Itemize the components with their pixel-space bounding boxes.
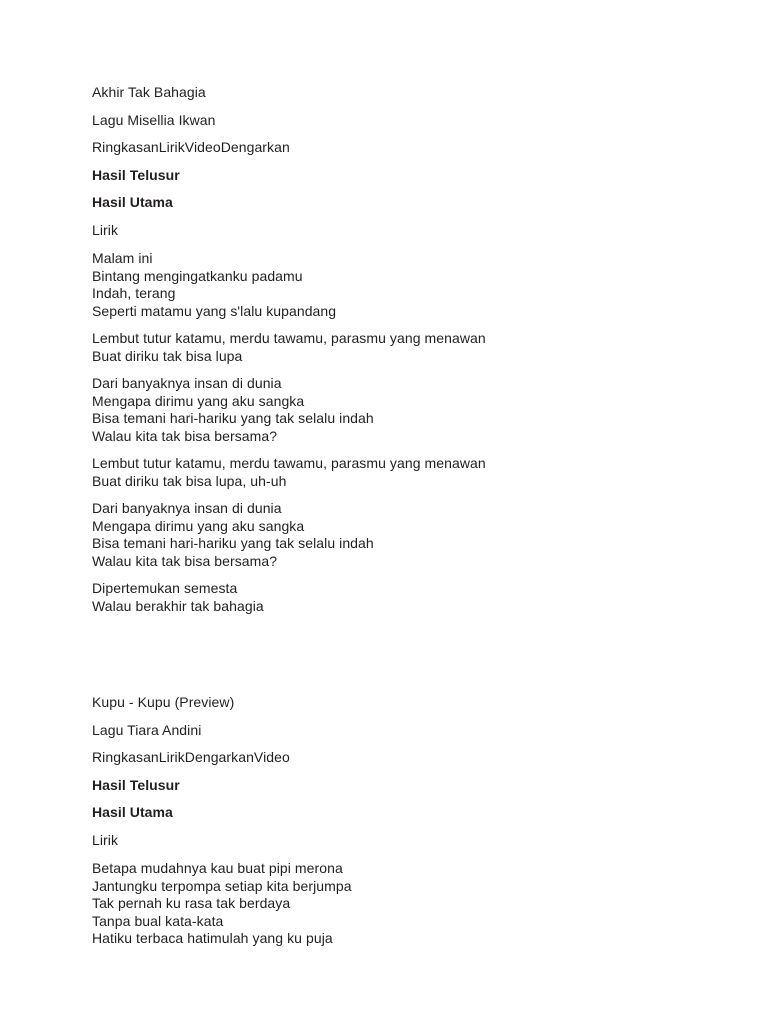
lyric-line: Dipertemukan semesta — [92, 580, 238, 596]
lyric-line: Buat diriku tak bisa lupa, uh-uh — [92, 472, 287, 489]
lyric-line: Walau kita tak bisa bersama? — [92, 552, 278, 569]
lyric-line: Buat diriku tak bisa lupa — [92, 347, 243, 364]
lyric-line: Bisa temani hari-hariku yang tak selalu indah — [92, 535, 374, 551]
main-results-heading: Hasil Utama — [92, 194, 173, 210]
song-entry — [92, 85, 652, 615]
lyric-line: Mengapa dirimu yang aku sangka — [92, 392, 305, 409]
lyric-line: Seperti matamu yang s'lalu kupandang — [92, 302, 337, 319]
lyric-line: Walau kita tak bisa bersama? — [92, 427, 278, 444]
song-separator-space — [92, 615, 768, 695]
lyric-stanza — [92, 455, 652, 490]
lyric-line: Dari banyaknya insan di dunia — [92, 500, 282, 516]
song-nav-strip: RingkasanLirikVideoDengarkan — [92, 139, 290, 155]
lyric-stanza — [92, 375, 652, 445]
lyric-stanza — [92, 860, 652, 948]
lyric-line: Walau berakhir tak bahagia — [92, 597, 264, 614]
lyric-line: Tak pernah ku rasa tak berdaya — [92, 895, 291, 911]
lyrics-body — [92, 860, 652, 948]
lyric-line: Jantungku terpompa setiap kita berjumpa — [92, 877, 352, 894]
lyric-stanza — [92, 330, 652, 365]
lyric-line: Bintang mengingatkanku padamu — [92, 267, 303, 284]
lyric-stanza — [92, 250, 652, 320]
main-results-heading: Hasil Utama — [92, 804, 173, 820]
song-entry — [92, 695, 652, 948]
search-results-heading: Hasil Telusur — [92, 166, 180, 183]
lyric-line: Mengapa dirimu yang aku sangka — [92, 517, 305, 534]
lyrics-heading: Lirik — [92, 221, 119, 238]
song-title: Akhir Tak Bahagia — [92, 84, 206, 100]
song-title: Kupu - Kupu (Preview) — [92, 694, 235, 710]
lyric-line: Betapa mudahnya kau buat pipi merona — [92, 860, 343, 876]
lyric-line: Bisa temani hari-hariku yang tak selalu indah — [92, 410, 374, 426]
lyric-line: Lembut tutur katamu, merdu tawamu, parasmu yang menawan — [92, 455, 486, 471]
lyric-line: Tanpa bual kata-kata — [92, 912, 224, 929]
lyric-stanza — [92, 580, 652, 615]
lyric-line: Hatiku terbaca hatimulah yang ku puja — [92, 930, 333, 946]
song-nav-strip: RingkasanLirikDengarkanVideo — [92, 749, 290, 765]
lyrics-body — [92, 250, 652, 615]
lyrics-heading: Lirik — [92, 831, 119, 848]
lyric-line: Indah, terang — [92, 285, 176, 301]
song-artist-line: Lagu Misellia Ikwan — [92, 111, 216, 128]
lyric-stanza — [92, 500, 652, 570]
lyric-line: Lembut tutur katamu, merdu tawamu, parasmu yang menawan — [92, 330, 486, 346]
search-results-heading: Hasil Telusur — [92, 776, 180, 793]
song-artist-line: Lagu Tiara Andini — [92, 721, 202, 738]
lyric-line: Malam ini — [92, 250, 153, 266]
lyric-line: Dari banyaknya insan di dunia — [92, 375, 282, 391]
